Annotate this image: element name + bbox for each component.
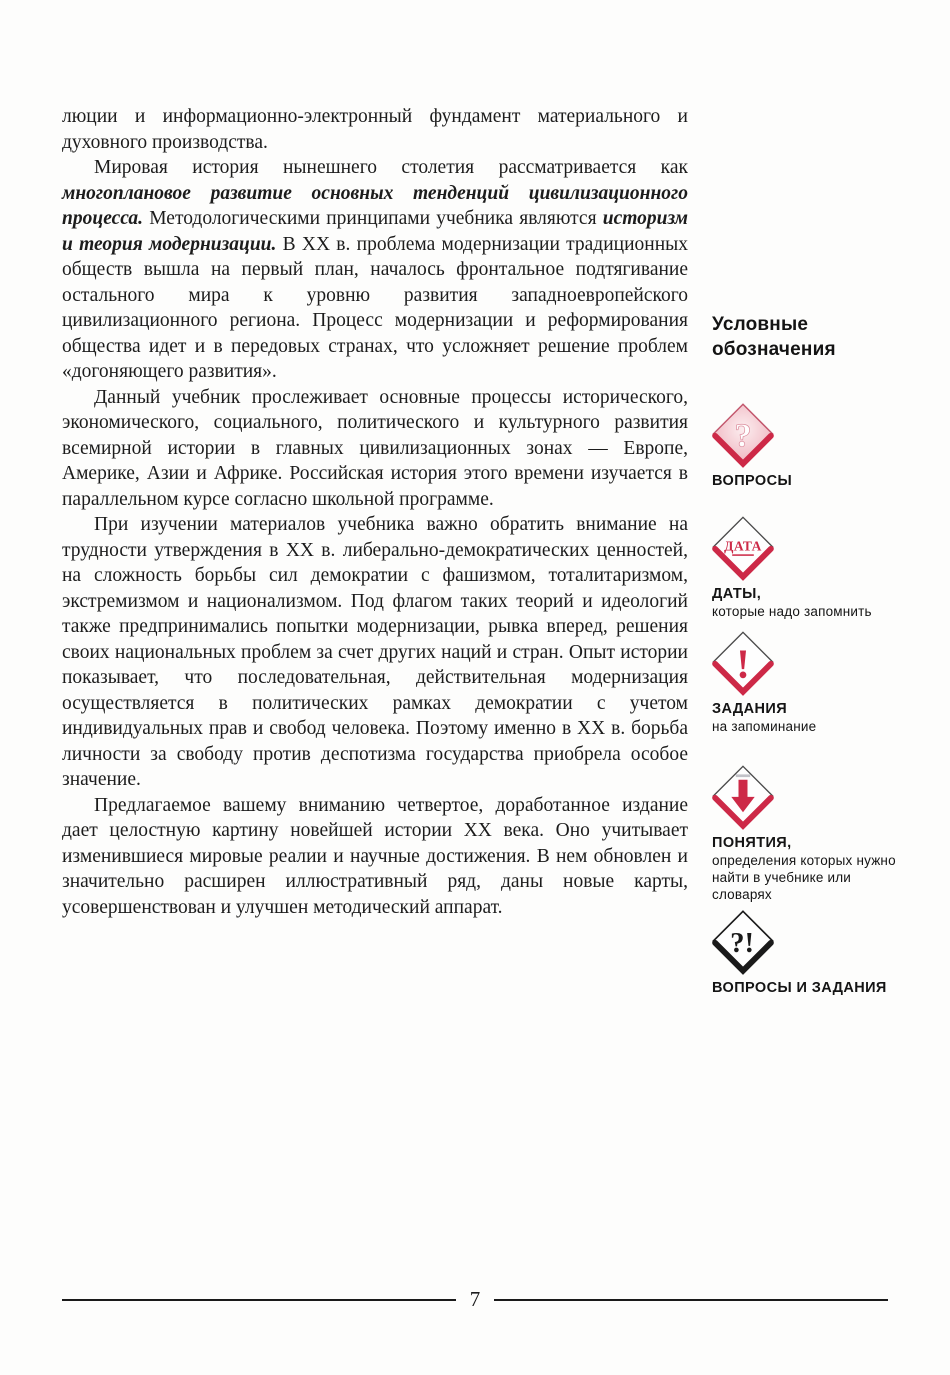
question-diamond-icon bbox=[707, 398, 779, 470]
date-diamond-icon bbox=[707, 511, 779, 583]
paragraph-4 bbox=[62, 512, 688, 793]
page-footer bbox=[62, 1289, 888, 1310]
legend-item-sublabel: определения которых нужно найти в учебнике или словарях bbox=[712, 853, 896, 902]
legend-items bbox=[712, 398, 912, 997]
body-text: люции и информационно-электронный фундамент материального и духовного производства. bbox=[62, 106, 688, 153]
legend-item bbox=[712, 398, 912, 490]
body-text: Методологическими принципами учебника являются bbox=[143, 208, 603, 229]
legend-item-label: ЗАДАНИЯ bbox=[712, 701, 788, 717]
emphasis-text: историзм и теория модернизации. bbox=[62, 208, 688, 255]
emphasis-text: многоплановое развитие основных тенденций цивилизационного процесса. bbox=[62, 182, 688, 229]
legend-item bbox=[712, 626, 912, 735]
svg-text:?: ? bbox=[734, 417, 752, 455]
body-text: Данный учебник прослеживает основные процессы исторического, экономического, социального, политического и культурного развития всемирной истории в главных цивилизационных зонах — Европе, Америке, Азии и Африке. Российская история этого времени изучается в параллельном курсе согласно школьной программе. bbox=[62, 386, 688, 510]
footer-rule-right bbox=[494, 1299, 888, 1301]
legend-item bbox=[712, 511, 912, 620]
svg-text:ДАТА: ДАТА bbox=[724, 538, 762, 554]
legend-item-label: ДАТЫ, bbox=[712, 586, 762, 602]
legend-item bbox=[712, 905, 912, 997]
svg-text:?!: ?! bbox=[730, 926, 755, 959]
exclamation-diamond-icon bbox=[707, 626, 779, 698]
legend-sidebar bbox=[712, 312, 912, 997]
arrow-down-diamond-icon bbox=[707, 760, 779, 832]
page-number: 7 bbox=[469, 1287, 481, 1311]
legend-item-label: ПОНЯТИЯ, bbox=[712, 835, 792, 851]
legend-item-label: ВОПРОСЫ И ЗАДАНИЯ bbox=[712, 980, 887, 996]
body-text: При изучении материалов учебника важно обратить внимание на трудности утверждения в XX в. либерально-демократических ценностей, на сложность борьбы сил демократии с фашизмом, тоталитаризмом, экстремизмом и национализмом. Под флагом таких теорий и идеологий также предпринимались попытки модернизации, рывка вперед, решения своих национальных проблем за счет других наций и стран. Опыт истории показывает, что последовательная, действительная модернизация осуществляется в политических рамках демократии с учетом индивидуальных прав и свобод человека. Поэтому именно в XX в. борьба личности за свободу против деспотизма государства приобрела особое значение. bbox=[62, 514, 688, 790]
body-text: Мировая история нынешнего столетия рассматривается как bbox=[94, 157, 688, 178]
body-text: В XX в. проблема модернизации традиционных обществ вышла на первый план, началось фронтальное подтягивание остального мира к уровню развития западноевропейского цивилизационного региона. Процесс модернизации и реформирования общества идет и в передовых странах, что усложняет решение проблем «догоняющего развития». bbox=[62, 233, 688, 382]
legend-item-sublabel: на запоминание bbox=[712, 719, 817, 734]
paragraph-5 bbox=[62, 793, 688, 921]
body-text: Предлагаемое вашему вниманию четвертое, доработанное издание дает целостную картину новейшей истории XX века. Оно учитывает изменившиеся мировые реалии и научные достижения. В нем обновлен и значительно расширен иллюстративный ряд, даны новые карты, усовершенствован и улучшен методический аппарат. bbox=[62, 794, 688, 918]
legend-item-sublabel: которые надо запомнить bbox=[712, 604, 872, 619]
main-text-column bbox=[62, 104, 688, 920]
paragraph-1 bbox=[62, 104, 688, 155]
footer-rule-left bbox=[62, 1299, 456, 1301]
legend-item-label: ВОПРОСЫ bbox=[712, 473, 793, 489]
legend-item bbox=[712, 760, 912, 903]
svg-text:!: ! bbox=[736, 640, 750, 687]
paragraph-3 bbox=[62, 385, 688, 513]
question-exclamation-diamond-icon bbox=[707, 905, 779, 977]
paragraph-2 bbox=[62, 155, 688, 385]
legend-title: Условные обозначения bbox=[712, 314, 836, 360]
